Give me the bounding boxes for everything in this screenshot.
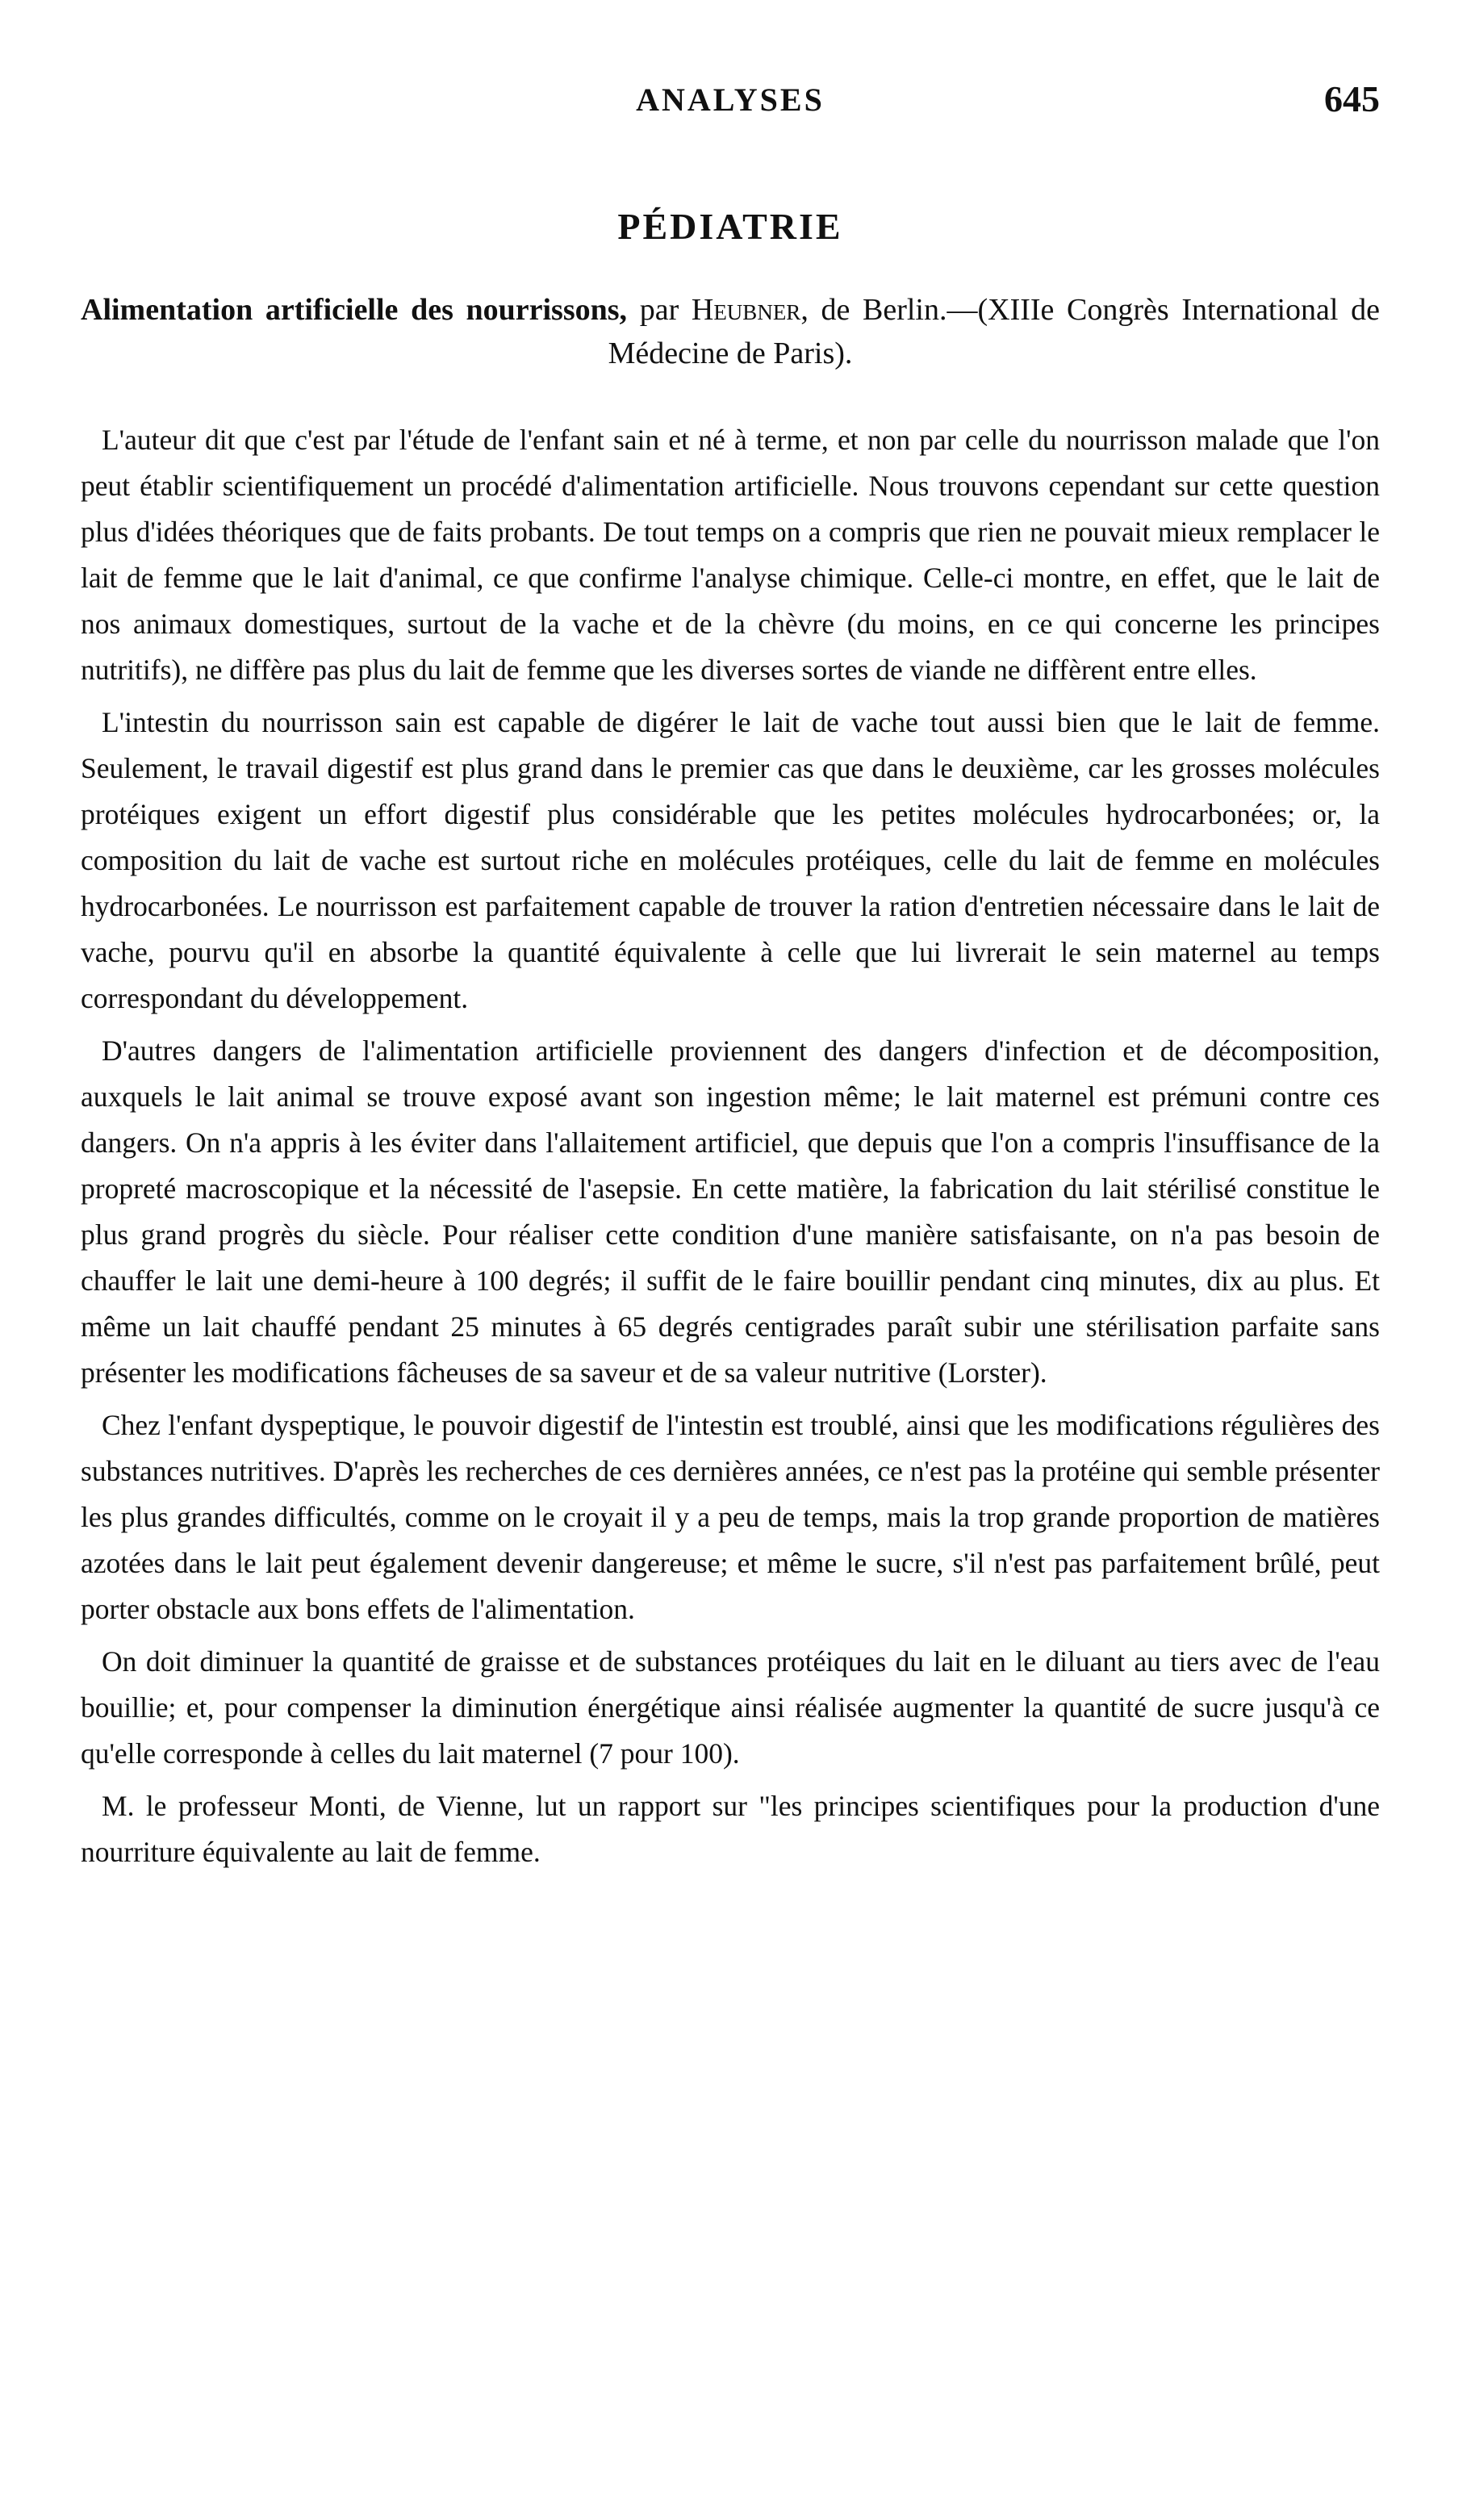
paragraph: M. le professeur Monti, de Vienne, lut un rapport sur "les principes scientifiques pour la production d'une nourriture équivalente au lait de femme. <box>81 1790 1380 1868</box>
paragraph: On doit diminuer la quantité de graisse et de substances protéiques du lait en le diluant au tiers avec de l'eau bouillie; et, pour compenser la diminution énergétique ainsi réalisée augmenter la quantité de sucre jusqu'à ce qu'elle corresponde à celles du lait maternel (7 pour 100). <box>81 1645 1380 1770</box>
article-source: , de Berlin.—(XIIIe Congrès International de Médecine de Paris). <box>608 293 1380 370</box>
paragraph: D'autres dangers de l'alimentation artificielle proviennent des dangers d'infection et de décomposition, auxquels le lait animal se trouve exposé avant son ingestion même; le lait maternel est prémuni contre ces dangers. On n'a appris à les éviter dans l'allaitement artificiel, que depuis que l'on a compris l'insuffisance de la propreté macroscopique et la nécessité de l'asepsie. En cette matière, la fabrication du lait stérilisé constitue le plus grand progrès du siècle. Pour réaliser cette condition d'une manière satisfaisante, on n'a pas besoin de chauffer le lait une demi-heure à 100 degrés; il suffit de le faire bouillir pendant cinq minutes, dix au plus. Et même un lait chauffé pendant 25 minutes à 65 degrés centigrades paraît subir une stérilisation parfaite sans présenter les modifications fâcheuses de sa saveur et de sa valeur nutritive (Lorster). <box>81 1034 1380 1389</box>
article-by: par <box>627 293 692 327</box>
running-header <box>81 78 1380 129</box>
book-page <box>81 78 1380 1882</box>
article-author: Heubner <box>691 293 801 327</box>
article-heading <box>81 288 1380 375</box>
paragraph: L'intestin du nourrisson sain est capable de digérer le lait de vache tout aussi bien que le lait de femme. Seulement, le travail digestif est plus grand dans le premier cas que dans le deuxième, car les grosses molécules protéiques exigent un effort digestif plus considérable que les petites molécules hydrocarbonées; or, la composition du lait de vache est surtout riche en molécules protéiques, celle du lait de femme en molécules hydrocarbonées. Le nourrisson est parfaitement capable de trouver la ration d'entretien nécessaire dans le lait de vache, pourvu qu'il en absorbe la quantité équivalente à celle que lui livrerait le sein maternel au temps correspondant du développement. <box>81 706 1380 1014</box>
article-body <box>81 417 1380 1875</box>
paragraph: Chez l'enfant dyspeptique, le pouvoir digestif de l'intestin est troublé, ainsi que les modifications régulières des substances nutritives. D'après les recherches de ces dernières années, ce n'est pas la protéine qui semble présenter les plus grandes difficultés, comme on le croyait il y a peu de temps, mais la trop grande proportion de matières azotées dans le lait peut également devenir dangereuse; et même le sucre, s'il n'est pas parfaitement brûlé, peut porter obstacle aux bons effets de l'alimentation. <box>81 1409 1380 1625</box>
paragraph: L'auteur dit que c'est par l'étude de l'enfant sain et né à terme, et non par celle du nourrisson malade que l'on peut établir scientifiquement un procédé d'alimentation artificielle. Nous trouvons cependant sur cette question plus d'idées théoriques que de faits probants. De tout temps on a compris que rien ne pouvait mieux remplacer le lait de femme que le lait d'animal, ce que confirme l'analyse chimique. Celle-ci montre, en effet, que le lait de nos animaux domestiques, surtout de la vache et de la chèvre (du moins, en ce qui concerne les principes nutritifs), ne diffère pas plus du lait de femme que les diverses sortes de viande ne diffèrent entre elles. <box>81 424 1380 686</box>
section-title: PÉDIATRIE <box>617 206 843 247</box>
running-title: ANALYSES <box>636 81 825 118</box>
article-title: Alimentation artificielle des nourrissons, <box>81 293 628 327</box>
page-number: 645 <box>1324 78 1380 119</box>
